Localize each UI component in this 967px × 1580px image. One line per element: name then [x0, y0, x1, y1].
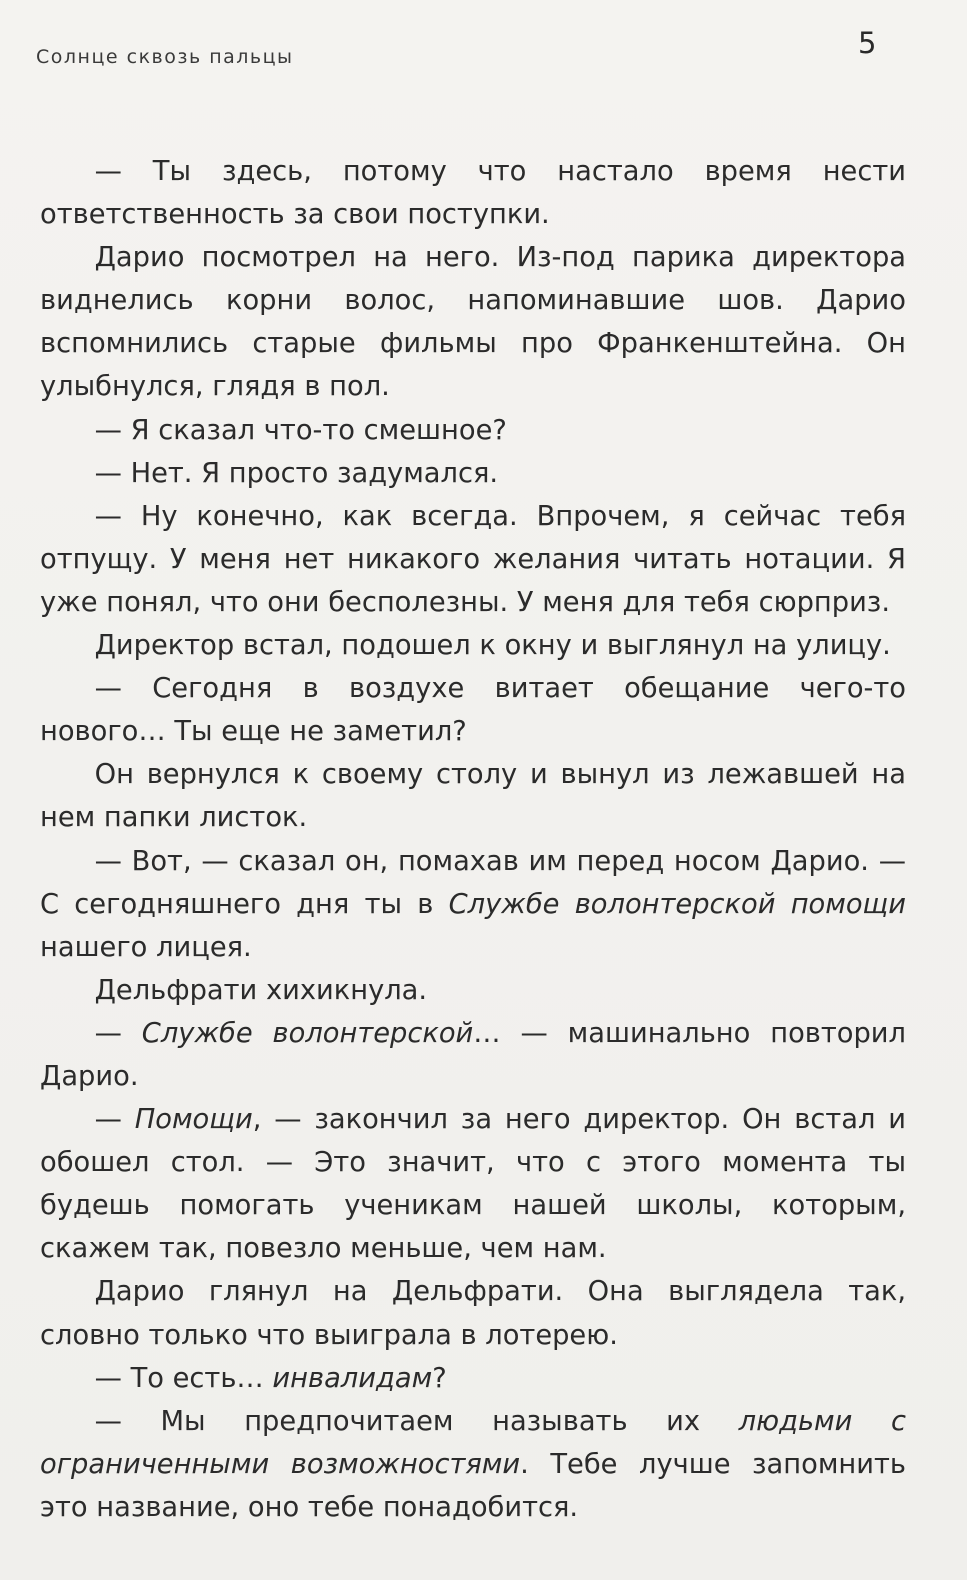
paragraph: — Вот, — сказал он, помахав им перед носом Дарио. — С сегодняшнего дня ты в Службе волонтерской помощи нашего лицея.: [40, 845, 906, 963]
italic-phrase: Службе волонтерской помощи: [448, 888, 906, 920]
paragraph: Директор встал, подошел к окну и выглянул на улицу.: [94, 630, 891, 662]
paragraph: Дарио посмотрел на него. Из-под парика директора виднелись корни волос, напоминавшие шов. Дарио вспомнились старые фильмы про Франкенштейна. Он улыбнулся, глядя в пол.: [40, 242, 906, 403]
body-text: [40, 150, 906, 1529]
italic-phrase: Помощи: [134, 1104, 253, 1136]
italic-phrase: людьми с ограниченными возможностями: [40, 1405, 906, 1480]
paragraph: — То есть… инвалидам?: [94, 1362, 447, 1394]
paragraph: Дарио глянул на Дельфрати. Она выглядела так, словно только что выиграла в лотерею.: [40, 1276, 906, 1351]
italic-phrase: инвалидам: [272, 1362, 433, 1394]
paragraph: — Я сказал что-то смешное?: [94, 414, 507, 446]
paragraph: — Ты здесь, потому что настало время нести ответственность за свои поступки.: [40, 156, 906, 231]
paragraph: — Сегодня в воздухе витает обещание чего-то нового… Ты еще не заметил?: [40, 673, 906, 748]
page-number: 5: [858, 26, 877, 60]
paragraph: — Помощи, — закончил за него директор. Он встал и обошел стол. — Это значит, что с этого момента ты будешь помогать ученикам нашей школы, которым, скажем так, повезло меньше, чем нам.: [40, 1104, 906, 1265]
paragraph: Он вернулся к своему столу и вынул из лежавшей на нем папки листок.: [40, 759, 906, 834]
paragraph: — Нет. Я просто задумался.: [94, 457, 499, 489]
paragraph: Дельфрати хихикнула.: [94, 974, 428, 1006]
paragraph: — Мы предпочитаем называть их людьми с ограниченными возможностями. Тебе лучше запомнить это название, оно тебе понадобится.: [40, 1405, 907, 1523]
paragraph: — Ну конечно, как всегда. Впрочем, я сейчас тебя отпущу. У меня нет никакого желания читать нотации. Я уже понял, что они бесполезны. У меня для тебя сюрприз.: [40, 500, 906, 618]
running-title: Солнце сквозь пальцы: [36, 46, 294, 68]
paragraph: — Службе волонтерской… — машинально повторил Дарио.: [40, 1017, 906, 1092]
italic-phrase: Службе волонтерской: [141, 1017, 474, 1049]
